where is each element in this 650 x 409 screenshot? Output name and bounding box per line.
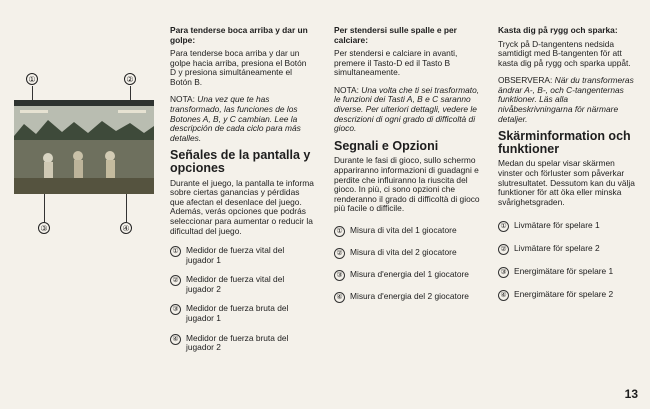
marker-2: ② <box>124 73 136 85</box>
number-icon: ④ <box>170 334 181 345</box>
number-icon: ③ <box>498 267 509 278</box>
italian-column <box>334 26 482 303</box>
spanish-note-label: NOTA: <box>170 94 195 105</box>
spanish-item-1 <box>170 246 314 265</box>
number-icon: ② <box>170 275 181 286</box>
italian-item-text: Misura d'energia del 1 giocatore <box>350 268 469 279</box>
marker-4: ④ <box>120 222 132 234</box>
swedish-column <box>498 26 638 301</box>
swedish-item-text: Energimätare för spelare 2 <box>514 289 614 300</box>
italian-item-text: Misura d'energia del 2 giocatore <box>350 290 469 301</box>
italian-note <box>334 86 482 134</box>
italian-item-text: Misura di vita del 1 giocatore <box>350 224 457 235</box>
swedish-item-1 <box>498 221 638 232</box>
swedish-note-label: OBSERVERA: <box>498 75 553 86</box>
number-icon: ④ <box>498 290 509 301</box>
swedish-section-body: Medan du spelar visar skärmen vinster och förluster som påverkar slutresultatet. Dessutom kan du välja funktioner för att öka eller minska svårighetsgraden. <box>498 158 635 207</box>
spanish-section-body: Durante el juego, la pantalla te informa sobre ciertas ganancias y pérdidas que afectan el desenlace del juego. Además, verás opciones que podrás seleccionar para aumentar o reducir la dificultad del juego. <box>170 177 314 236</box>
spanish-column <box>170 26 314 353</box>
leader-line-3 <box>44 194 45 222</box>
spanish-item-text: Medidor de fuerza bruta del jugador 1 <box>186 303 289 324</box>
italian-heading: Per stendersi sulle spalle e per calciare: <box>334 25 457 45</box>
swedish-item-text: Livmätare för spelare 2 <box>514 243 600 254</box>
number-icon: ① <box>498 221 509 232</box>
spanish-body: Para tenderse boca arriba y dar un golpe hacia arriba, presiona el Botón D y presiona simultáneamente el Botón B. <box>170 48 307 87</box>
spanish-heading: Para tenderse boca arriba y dar un golpe: <box>170 25 308 45</box>
italian-section-body: Durante le fasi di gioco, sullo schermo appariranno informazioni di guadagni e perdite che influiranno la riuscita del gioco. In più, ci sono opzioni che renderanno il grado di difficoltà di gioco più facile o difficile. <box>334 155 480 214</box>
spanish-item-text: Medidor de fuerza bruta del jugador 2 <box>186 332 289 353</box>
italian-note-text: Una volta che ti sei trasformato, le funzioni dei Tasti A, B e C saranno diverse. Per ulteriori dettagli, vedere le descrizioni di ogni grado di difficoltà di gioco. <box>334 84 480 134</box>
italian-note-label: NOTA: <box>334 84 359 95</box>
marker-3: ③ <box>38 222 50 234</box>
number-icon: ③ <box>334 270 345 281</box>
italian-item-3 <box>334 270 482 281</box>
spanish-section-title: Señales de la pantalla y opciones <box>170 148 311 175</box>
spanish-item-2 <box>170 275 314 294</box>
italian-item-4 <box>334 292 482 303</box>
swedish-heading: Kasta dig på rygg och sparka: <box>498 25 618 35</box>
marker-1: ① <box>26 73 38 85</box>
italian-item-2 <box>334 248 482 259</box>
number-icon: ② <box>498 244 509 255</box>
swedish-item-text: Livmätare för spelare 1 <box>514 220 600 231</box>
spanish-note <box>170 95 314 143</box>
leader-line-4 <box>126 194 127 222</box>
italian-item-text: Misura di vita del 2 giocatore <box>350 246 457 257</box>
number-icon: ③ <box>170 304 181 315</box>
page-number: 13 <box>624 387 638 401</box>
game-screenshot <box>14 100 154 194</box>
swedish-item-text: Energimätare för spelare 1 <box>514 266 614 277</box>
italian-section-title: Segnali e Opzioni <box>334 138 439 153</box>
swedish-section-title: Skärminformation och funktioner <box>498 129 631 156</box>
italian-item-1 <box>334 226 482 237</box>
spanish-item-text: Medidor de fuerza vital del jugador 2 <box>186 274 285 294</box>
number-icon: ① <box>170 246 181 257</box>
swedish-item-4 <box>498 290 638 301</box>
number-icon: ① <box>334 226 345 237</box>
number-icon: ④ <box>334 292 345 303</box>
swedish-body: Tryck på D-tangentens nedsida samtidigt med B-tangenten för att kasta dig på rygg och sparka uppåt. <box>498 38 631 68</box>
swedish-item-2 <box>498 244 638 255</box>
italian-body: Per stendersi e calciare in avanti, premere il Tasto-D ed il Tasto B simultaneamente. <box>334 48 458 78</box>
spanish-item-3 <box>170 304 314 323</box>
swedish-item-3 <box>498 267 638 278</box>
spanish-note-text: Una vez que te has transformado, las funciones de los Botones A, B, y C cambian. Lee la descripción de cada ciclo para más detalles. <box>170 94 301 143</box>
swedish-note-text: När du transformeras ändrar A-, B-, och C-tangenternas funktioner. Läs alla nivåbeskrivningarna för närmare detaljer. <box>498 75 634 124</box>
number-icon: ② <box>334 248 345 259</box>
spanish-item-4 <box>170 334 314 353</box>
game-scene-image <box>14 106 154 194</box>
swedish-note <box>498 76 638 124</box>
spanish-item-text: Medidor de fuerza vital del jugador 1 <box>186 245 285 265</box>
